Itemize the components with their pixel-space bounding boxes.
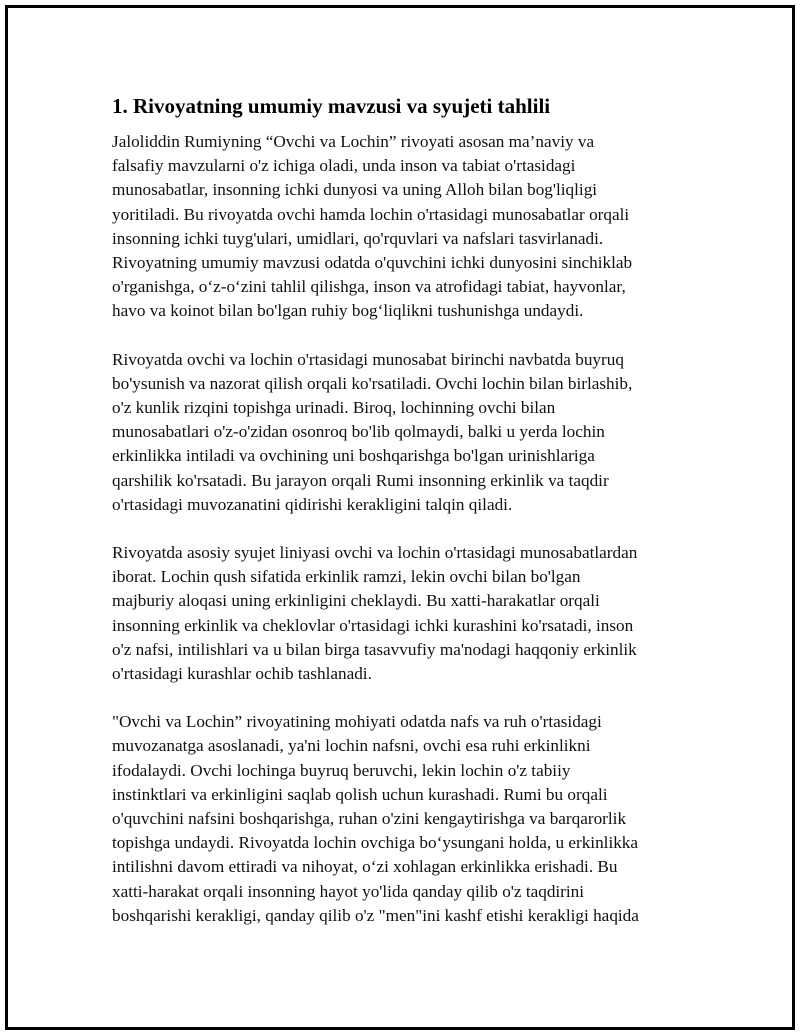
text-line: munosabatlar, insonning ichki dunyosi va uning Alloh bilan bog'liqligi bbox=[112, 180, 598, 200]
text-line: bo'ysunish va nazorat qilish orqali ko'rsatiladi. Ovchi lochin bilan birlashib, bbox=[112, 373, 633, 393]
text-line: o'z kunlik rizqini topishga urinadi. Biroq, lochinning ovchi bilan bbox=[112, 398, 556, 418]
paragraph bbox=[112, 710, 684, 928]
text-line: o'rganishga, o‘z-o‘zini tahlil qilishga, inson va atrofidagi tabiat, hayvonlar, bbox=[112, 277, 626, 297]
text-line: yoritiladi. Bu rivoyatda ovchi hamda lochin o'rtasidagi munosabatlar orqali bbox=[112, 204, 630, 224]
text-line: insonning erkinlik va cheklovlar o'rtasidagi ichki kurashini ko'rsatadi, inson bbox=[112, 615, 634, 635]
text-line: Rivoyatda ovchi va lochin o'rtasidagi munosabat birinchi navbatda buyruq bbox=[112, 349, 624, 369]
text-line: falsafiy mavzularni o'z ichiga oladi, unda inson va tabiat o'rtasidagi bbox=[112, 156, 576, 176]
text-line: topishga undaydi. Rivoyatda lochin ovchiga bo‘ysungani holda, u erkinlikka bbox=[112, 833, 639, 853]
text-line: munosabatlari o'z-o'zidan osonroq bo'lib qolmaydi, balki u yerda lochin bbox=[112, 422, 605, 442]
text-line: qarshilik ko'rsatadi. Bu jarayon orqali Rumi insonning erkinlik va taqdir bbox=[112, 470, 609, 490]
text-line: insonning ichki tuyg'ulari, umidlari, qo'rquvlari va nafslari tasvirlanadi. bbox=[112, 228, 604, 248]
text-line: xatti-harakat orqali insonning hayot yo'lida qanday qilib o'z taqdirini bbox=[112, 881, 585, 901]
text-line: boshqarishi kerakligi, qanday qilib o'z "men"ini kashf etishi kerakligi haqida bbox=[112, 905, 639, 925]
section-heading: 1. Rivoyatning umumiy mavzusi va syujeti tahlili bbox=[112, 94, 551, 118]
text-line: erkinlikka intiladi va ovchining uni boshqarishga bo'lgan urinishlariga bbox=[112, 446, 595, 466]
text-line: instinktlari va erkinligini saqlab qolish uchun kurashadi. Rumi bu orqali bbox=[112, 784, 608, 804]
text-line: majburiy aloqasi uning erkinligini cheklaydi. Bu xatti-harakatlar orqali bbox=[112, 591, 600, 611]
paragraph bbox=[112, 348, 684, 517]
text-line: Rivoyatning umumiy mavzusi odatda o'quvchini ichki dunyosini sinchiklab bbox=[112, 253, 633, 273]
text-line: o'rtasidagi kurashlar ochib tashlanadi. bbox=[112, 664, 372, 684]
paragraph-list bbox=[112, 130, 684, 928]
text-line: o'rtasidagi muvozanatini qidirishi kerakligini talqin qiladi. bbox=[112, 494, 513, 514]
text-line: o'quvchini nafsini boshqarishga, ruhan o'zini kengaytirishga va barqarorlik bbox=[112, 809, 627, 829]
text-line: ifodalaydi. Ovchi lochinga buyruq beruvchi, lekin lochin o'z tabiiy bbox=[112, 760, 571, 780]
text-line: muvozanatga asoslanadi, ya'ni lochin nafsni, ovchi esa ruhi erkinlikni bbox=[112, 736, 591, 756]
paragraph bbox=[112, 130, 684, 324]
text-line: havo va koinot bilan bo'lgan ruhiy bog‘liqlikni tushunishga undaydi. bbox=[112, 301, 584, 321]
paragraph bbox=[112, 541, 684, 686]
text-line: Jaloliddin Rumiyning “Ovchi va Lochin” rivoyati asosan ma’naviy va bbox=[112, 132, 595, 151]
text-line: o'z nafsi, intilishlari va u bilan birga tasavvufiy ma'nodagi haqqoniy erkinlik bbox=[112, 639, 637, 659]
text-line: intilishni davom ettiradi va nihoyat, o‘zi xohlagan erkinlikka erishadi. Bu bbox=[112, 857, 618, 877]
text-line: "Ovchi va Lochin” rivoyatining mohiyati odatda nafs va ruh o'rtasidagi bbox=[112, 712, 602, 732]
text-line: iborat. Lochin qush sifatida erkinlik ramzi, lekin ovchi bilan bo'lgan bbox=[112, 567, 581, 587]
document-body bbox=[112, 92, 684, 952]
text-line: Rivoyatda asosiy syujet liniyasi ovchi va lochin o'rtasidagi munosabatlardan bbox=[112, 543, 638, 563]
